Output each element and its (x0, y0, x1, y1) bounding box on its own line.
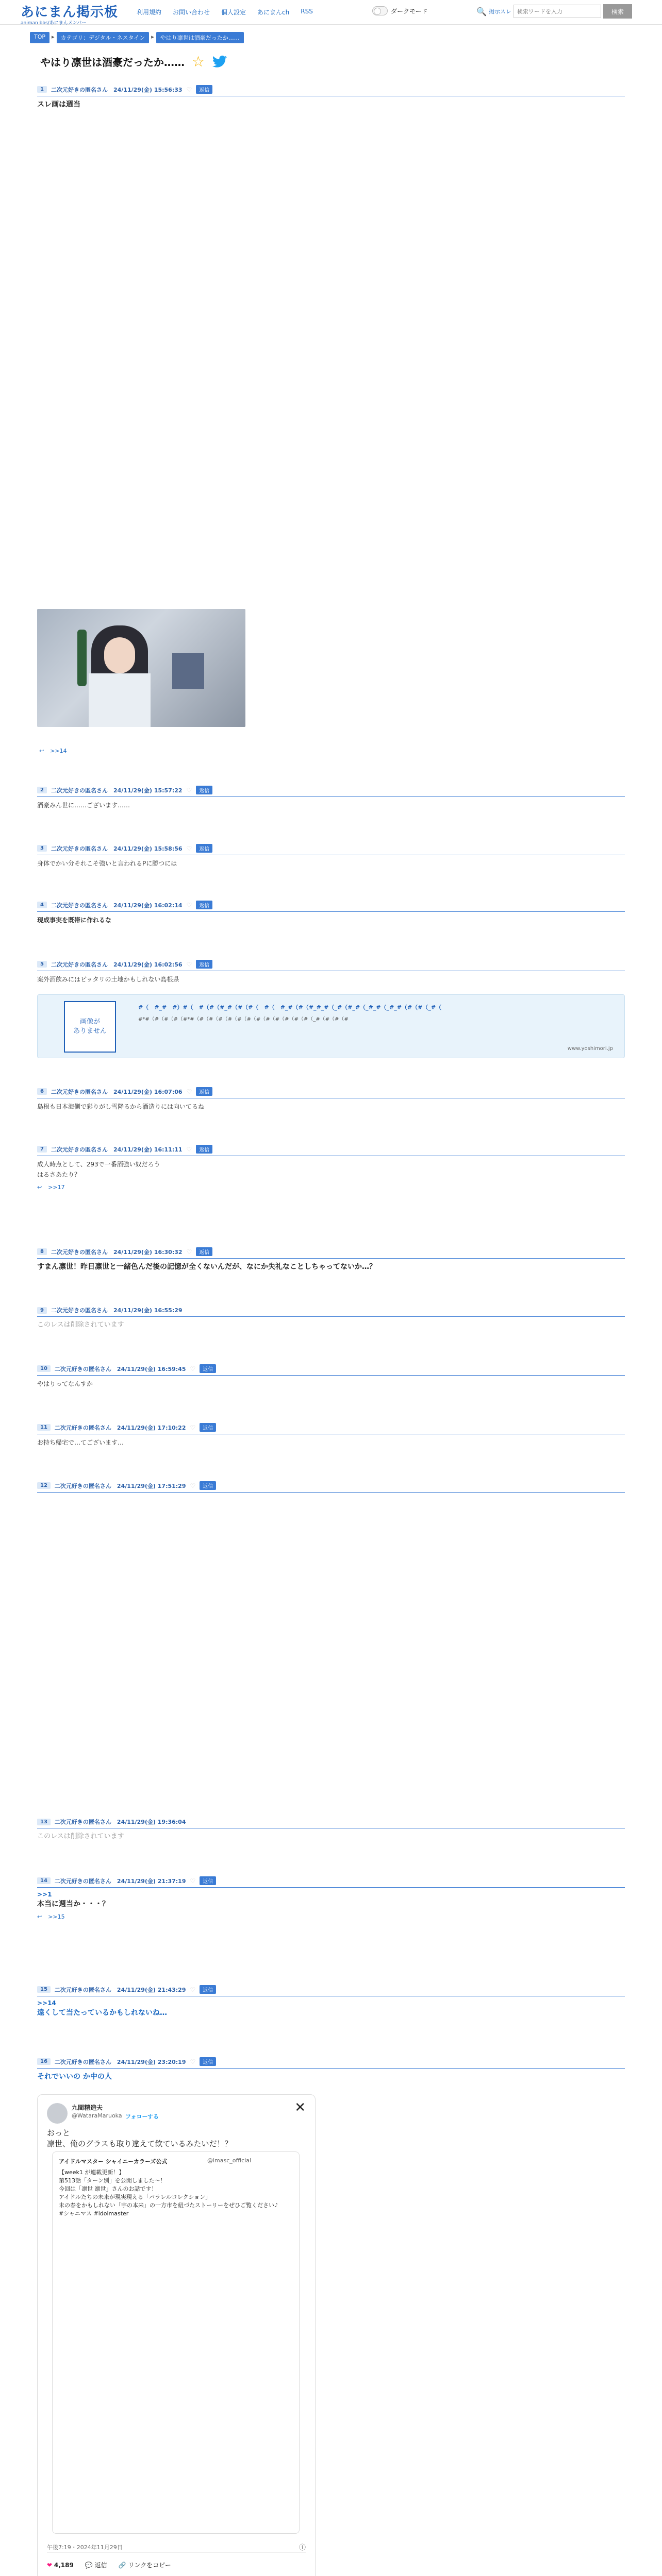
info-icon[interactable]: ⓘ (299, 2544, 306, 2552)
search-icon: 🔍 (476, 6, 487, 16)
post-number[interactable]: 16 (37, 2058, 51, 2065)
post-number[interactable]: 3 (37, 845, 47, 852)
tweet-author-name[interactable]: 九間精造夫 (72, 2104, 103, 2111)
post-body: 島根も日本海側で彩りがし雪降るから酒造りには向いてるね (37, 1103, 205, 1110)
site-logo[interactable] (21, 2, 118, 26)
post-11 (37, 1423, 625, 1448)
breadcrumb-category[interactable]: カテゴリ：デジタル・ネスタイン (57, 32, 150, 43)
post-meta: 二次元好きの匿名さん 24/11/29(金) 16:55:29 (51, 1307, 183, 1314)
post-body: やはりってなんすか (37, 1380, 93, 1387)
post-body: それでいいの か中の人 (37, 2073, 112, 2081)
no-image-text: 画像が ありません (73, 1018, 107, 1035)
heart-icon[interactable]: ♡ (186, 1088, 192, 1095)
post-body: 身体でかい分それこそ強いと言われるPに勝つには (37, 860, 177, 867)
tweet-author-handle: @WataraMaruoka (72, 2112, 122, 2119)
heart-icon[interactable]: ♡ (190, 1423, 196, 1431)
heart-icon[interactable]: ♡ (186, 786, 192, 794)
reply-anchor[interactable]: >>17 (48, 1184, 65, 1191)
post-meta: 二次元好きの匿名さん 24/11/29(金) 16:59:45 (54, 1365, 186, 1372)
top-nav (137, 8, 313, 16)
search-bar (476, 4, 632, 19)
quoted-text: 【week1 が連載更新！】 第513話「ターン別」を公開しました〜！ 今回は「凛世 凛世」さんのお話です！ アイドルたちの未来が現実現える「パラレルコレクション」 未の春をかもしれない「宇の本来」の一方市を紐づたストーリーをぜひご覧ください♪ #シャニマス #idolmaster (59, 2169, 278, 2217)
post-meta: 二次元好きの匿名さん 24/11/29(金) 16:11:11 (51, 1146, 183, 1153)
reply-anchor[interactable]: >>14 (50, 748, 67, 754)
link-desc: #*#（#（#（#（#*#（#（#（#（#（#（#（#（#（#（#（#（#（_#（#（#（# (138, 1016, 349, 1022)
post-body: 酒豪みん世に……ございます…… (37, 802, 130, 809)
chevron-right-icon: ▸ (151, 33, 154, 40)
speech-bubble-icon: 💬 (85, 2562, 93, 2569)
post-meta: 二次元好きの匿名さん 24/11/29(金) 15:56:33 (51, 86, 183, 93)
post-image[interactable] (37, 609, 245, 727)
post-4 (37, 901, 625, 925)
post-body: このレスは削除されています (37, 1321, 124, 1329)
reply-links (39, 748, 67, 754)
nav-settings[interactable]: 個人設定 (221, 9, 246, 16)
site-header (0, 0, 662, 25)
reply-button[interactable]: 返信 (200, 1364, 216, 1373)
post-number[interactable]: 5 (37, 961, 47, 968)
x-logo-icon[interactable]: ✕ (294, 2100, 306, 2115)
heart-icon[interactable]: ♡ (186, 86, 192, 93)
link-icon: 🔗 (118, 2562, 126, 2569)
post-number[interactable]: 1 (37, 86, 47, 93)
anchor-link[interactable]: >>14 (37, 1999, 56, 2007)
heart-icon[interactable]: ♡ (186, 901, 192, 909)
logo-text: あにまん掲示板 (21, 5, 119, 20)
post-meta: 二次元好きの匿名さん 24/11/29(金) 21:37:19 (54, 1877, 186, 1885)
reply-button[interactable]: 返信 (200, 1481, 216, 1490)
heart-icon[interactable]: ♡ (190, 1877, 196, 1885)
post-meta: 二次元好きの匿名さん 24/11/29(金) 17:51:29 (54, 1482, 186, 1489)
quoted-author-name: アイドルマスター シャイニーカラーズ公式 (59, 2158, 168, 2165)
nav-terms[interactable]: 利用規約 (137, 9, 162, 16)
post-number[interactable]: 2 (37, 787, 47, 793)
post-3 (37, 844, 625, 869)
post-body: お持ち帰宅で…てございます… (37, 1439, 124, 1446)
link-domain: www.yoshimori.jp (567, 1046, 613, 1052)
post-10 (37, 1364, 625, 1389)
poster (172, 653, 204, 689)
post-8 (37, 1247, 625, 1272)
chevron-right-icon: ▸ (52, 33, 55, 40)
post-15 (37, 1985, 625, 2018)
post-6 (37, 1087, 625, 1112)
heart-icon[interactable]: ♡ (186, 844, 192, 852)
star-icon[interactable]: ☆ (192, 53, 205, 70)
post-body: 遠くして当たっているかもしれないね… (37, 2009, 167, 2017)
bottle (77, 630, 87, 686)
post-7 (37, 1145, 625, 1191)
thread-title-text: やはり凛世は酒豪だったか…… (40, 56, 185, 69)
heart-icon[interactable]: ♡ (186, 1248, 192, 1256)
reply-tweet-label: 返信 (94, 2562, 107, 2569)
search-input[interactable] (514, 5, 601, 18)
reply-button[interactable]: 返信 (200, 1876, 216, 1885)
nav-animanch[interactable]: あにまんch (257, 9, 290, 16)
reply-button[interactable]: 返信 (200, 1985, 216, 1994)
post-5 (37, 960, 625, 985)
post-body: スレ画は週当 (37, 100, 80, 109)
toggle-switch[interactable] (372, 6, 388, 15)
post-meta: 二次元好きの匿名さん 24/11/29(金) 19:36:04 (54, 1819, 186, 1825)
divider (47, 2552, 306, 2553)
like-count: 4,189 (54, 2561, 74, 2569)
person-face (104, 637, 135, 673)
reply-links (37, 1913, 625, 1920)
post-body: すまん凛世！昨日凛世と一緒色んだ後の記憶が全くないんだが、なにか失礼なことしちゃってないか…？ (37, 1263, 376, 1271)
post-13 (37, 1818, 625, 1842)
reply-button[interactable]: 返信 (196, 844, 212, 853)
heart-icon[interactable]: ♡ (190, 1482, 196, 1489)
post-number[interactable]: 15 (37, 1986, 51, 1993)
post-number[interactable]: 8 (37, 1248, 47, 1255)
heart-icon[interactable]: ♡ (190, 1986, 196, 1993)
post-meta: 二次元好きの匿名さん 24/11/29(金) 23:20:19 (54, 2058, 186, 2065)
breadcrumb-thread[interactable]: やはり凛世は酒豪だったか…… (156, 32, 244, 43)
reply-icon: ↩ (39, 748, 44, 754)
post-number[interactable]: 14 (37, 1877, 51, 1884)
no-image-placeholder (64, 1001, 116, 1053)
link-title: #（ #_# #）#（ #（#（#_#（#（#（ #（ #_#（#（#_#_#（_#（#_#（_#_#（_#_#（#（#（_#（ (138, 1004, 442, 1011)
dark-mode-label: ダークモード (391, 7, 428, 15)
post-2 (37, 786, 625, 810)
link-preview-card[interactable] (37, 994, 625, 1058)
post-9 (37, 1306, 625, 1330)
reply-tweet-button[interactable] (85, 2561, 107, 2569)
post-body: 案外酒飲みにはピッタリの土地かもしれない島根県 (37, 976, 179, 983)
post-meta: 二次元好きの匿名さん 24/11/29(金) 17:10:22 (54, 1424, 186, 1431)
avatar[interactable] (47, 2103, 68, 2124)
post-number[interactable]: 7 (37, 1146, 47, 1153)
reply-button[interactable]: 返信 (200, 1423, 216, 1432)
anchor-link[interactable]: >>1 (37, 1891, 52, 1898)
tweet-timestamp[interactable]: 午後7:19・2024年11月29日 (47, 2544, 123, 2551)
post-number[interactable]: 13 (37, 1819, 51, 1825)
post-number[interactable]: 10 (37, 1365, 51, 1372)
post-meta: 二次元好きの匿名さん 24/11/29(金) 15:57:22 (51, 787, 183, 794)
nav-rss[interactable]: RSS (301, 8, 313, 15)
embedded-tweet[interactable] (37, 2094, 316, 2576)
post-number[interactable]: 11 (37, 1424, 51, 1431)
copy-link-label: リンクをコピー (128, 2562, 171, 2569)
post-1 (37, 85, 625, 110)
search-scope[interactable]: 掲示スレ (488, 8, 511, 15)
post-number[interactable]: 6 (37, 1088, 47, 1095)
breadcrumb (30, 32, 244, 43)
post-meta: 二次元好きの匿名さん 24/11/29(金) 16:02:56 (51, 961, 183, 968)
post-16 (37, 2057, 625, 2082)
heart-icon[interactable]: ♡ (186, 1145, 192, 1153)
reply-button[interactable]: 返信 (196, 1087, 212, 1096)
follow-button[interactable]: フォローする (125, 2113, 159, 2120)
reply-anchor[interactable]: >>15 (48, 1913, 65, 1920)
breadcrumb-top[interactable]: TOP (30, 32, 49, 43)
tweet-text: おっと 凛世、俺のグラスも取り違えて飲ているみたいだ！？ (47, 2128, 233, 2148)
person-body (89, 673, 151, 727)
nav-contact[interactable]: お問い合わせ (173, 9, 210, 16)
reply-button[interactable]: 返信 (196, 960, 212, 969)
post-meta: 二次元好きの匿名さん 24/11/29(金) 21:43:29 (54, 1986, 186, 1993)
post-meta: 二次元好きの匿名さん 24/11/29(金) 16:02:14 (51, 902, 183, 909)
reply-button[interactable]: 返信 (196, 1145, 212, 1154)
reply-button[interactable]: 返信 (196, 786, 212, 794)
reply-links (37, 1184, 625, 1191)
heart-icon: ❤ (47, 2561, 53, 2569)
post-meta: 二次元好きの匿名さん 24/11/29(金) 16:30:32 (51, 1248, 183, 1256)
post-body: 本当に週当か・・・？ (37, 1900, 109, 1908)
dark-mode-toggle[interactable] (372, 6, 428, 15)
reply-button[interactable]: 返信 (196, 1247, 212, 1256)
post-number[interactable]: 9 (37, 1307, 47, 1314)
like-button[interactable] (47, 2562, 74, 2569)
post-14 (37, 1876, 625, 1920)
reply-icon: ↩ (37, 1184, 42, 1191)
post-body: 成人時点として、293で一番酒強い奴だろう はるさあたり？ (37, 1161, 160, 1178)
post-meta: 二次元好きの匿名さん 24/11/29(金) 16:07:06 (51, 1088, 183, 1095)
reply-button[interactable]: 返信 (200, 2057, 216, 2066)
heart-icon[interactable]: ♡ (190, 2058, 196, 2065)
twitter-icon[interactable] (212, 55, 227, 69)
reply-button[interactable]: 返信 (196, 85, 212, 94)
reply-icon: ↩ (37, 1913, 42, 1920)
heart-icon[interactable]: ♡ (186, 960, 192, 968)
reply-button[interactable]: 返信 (196, 901, 212, 909)
post-body: このレスは削除されています (37, 1833, 124, 1840)
heart-icon[interactable]: ♡ (190, 1365, 196, 1372)
copy-link-button[interactable] (119, 2561, 171, 2569)
search-button[interactable]: 検索 (603, 4, 632, 19)
thread-title (40, 53, 227, 70)
post-number[interactable]: 12 (37, 1482, 51, 1489)
post-meta: 二次元好きの匿名さん 24/11/29(金) 15:58:56 (51, 845, 183, 852)
quoted-tweet[interactable] (52, 2151, 300, 2534)
post-body: 現成事実を既帯に作れるな (37, 917, 112, 924)
post-12 (37, 1481, 625, 1493)
logo-subtext: animan bbs/あにまんメンバー (21, 21, 87, 26)
quoted-author-handle: @imasc_official (207, 2157, 252, 2164)
post-number[interactable]: 4 (37, 902, 47, 908)
